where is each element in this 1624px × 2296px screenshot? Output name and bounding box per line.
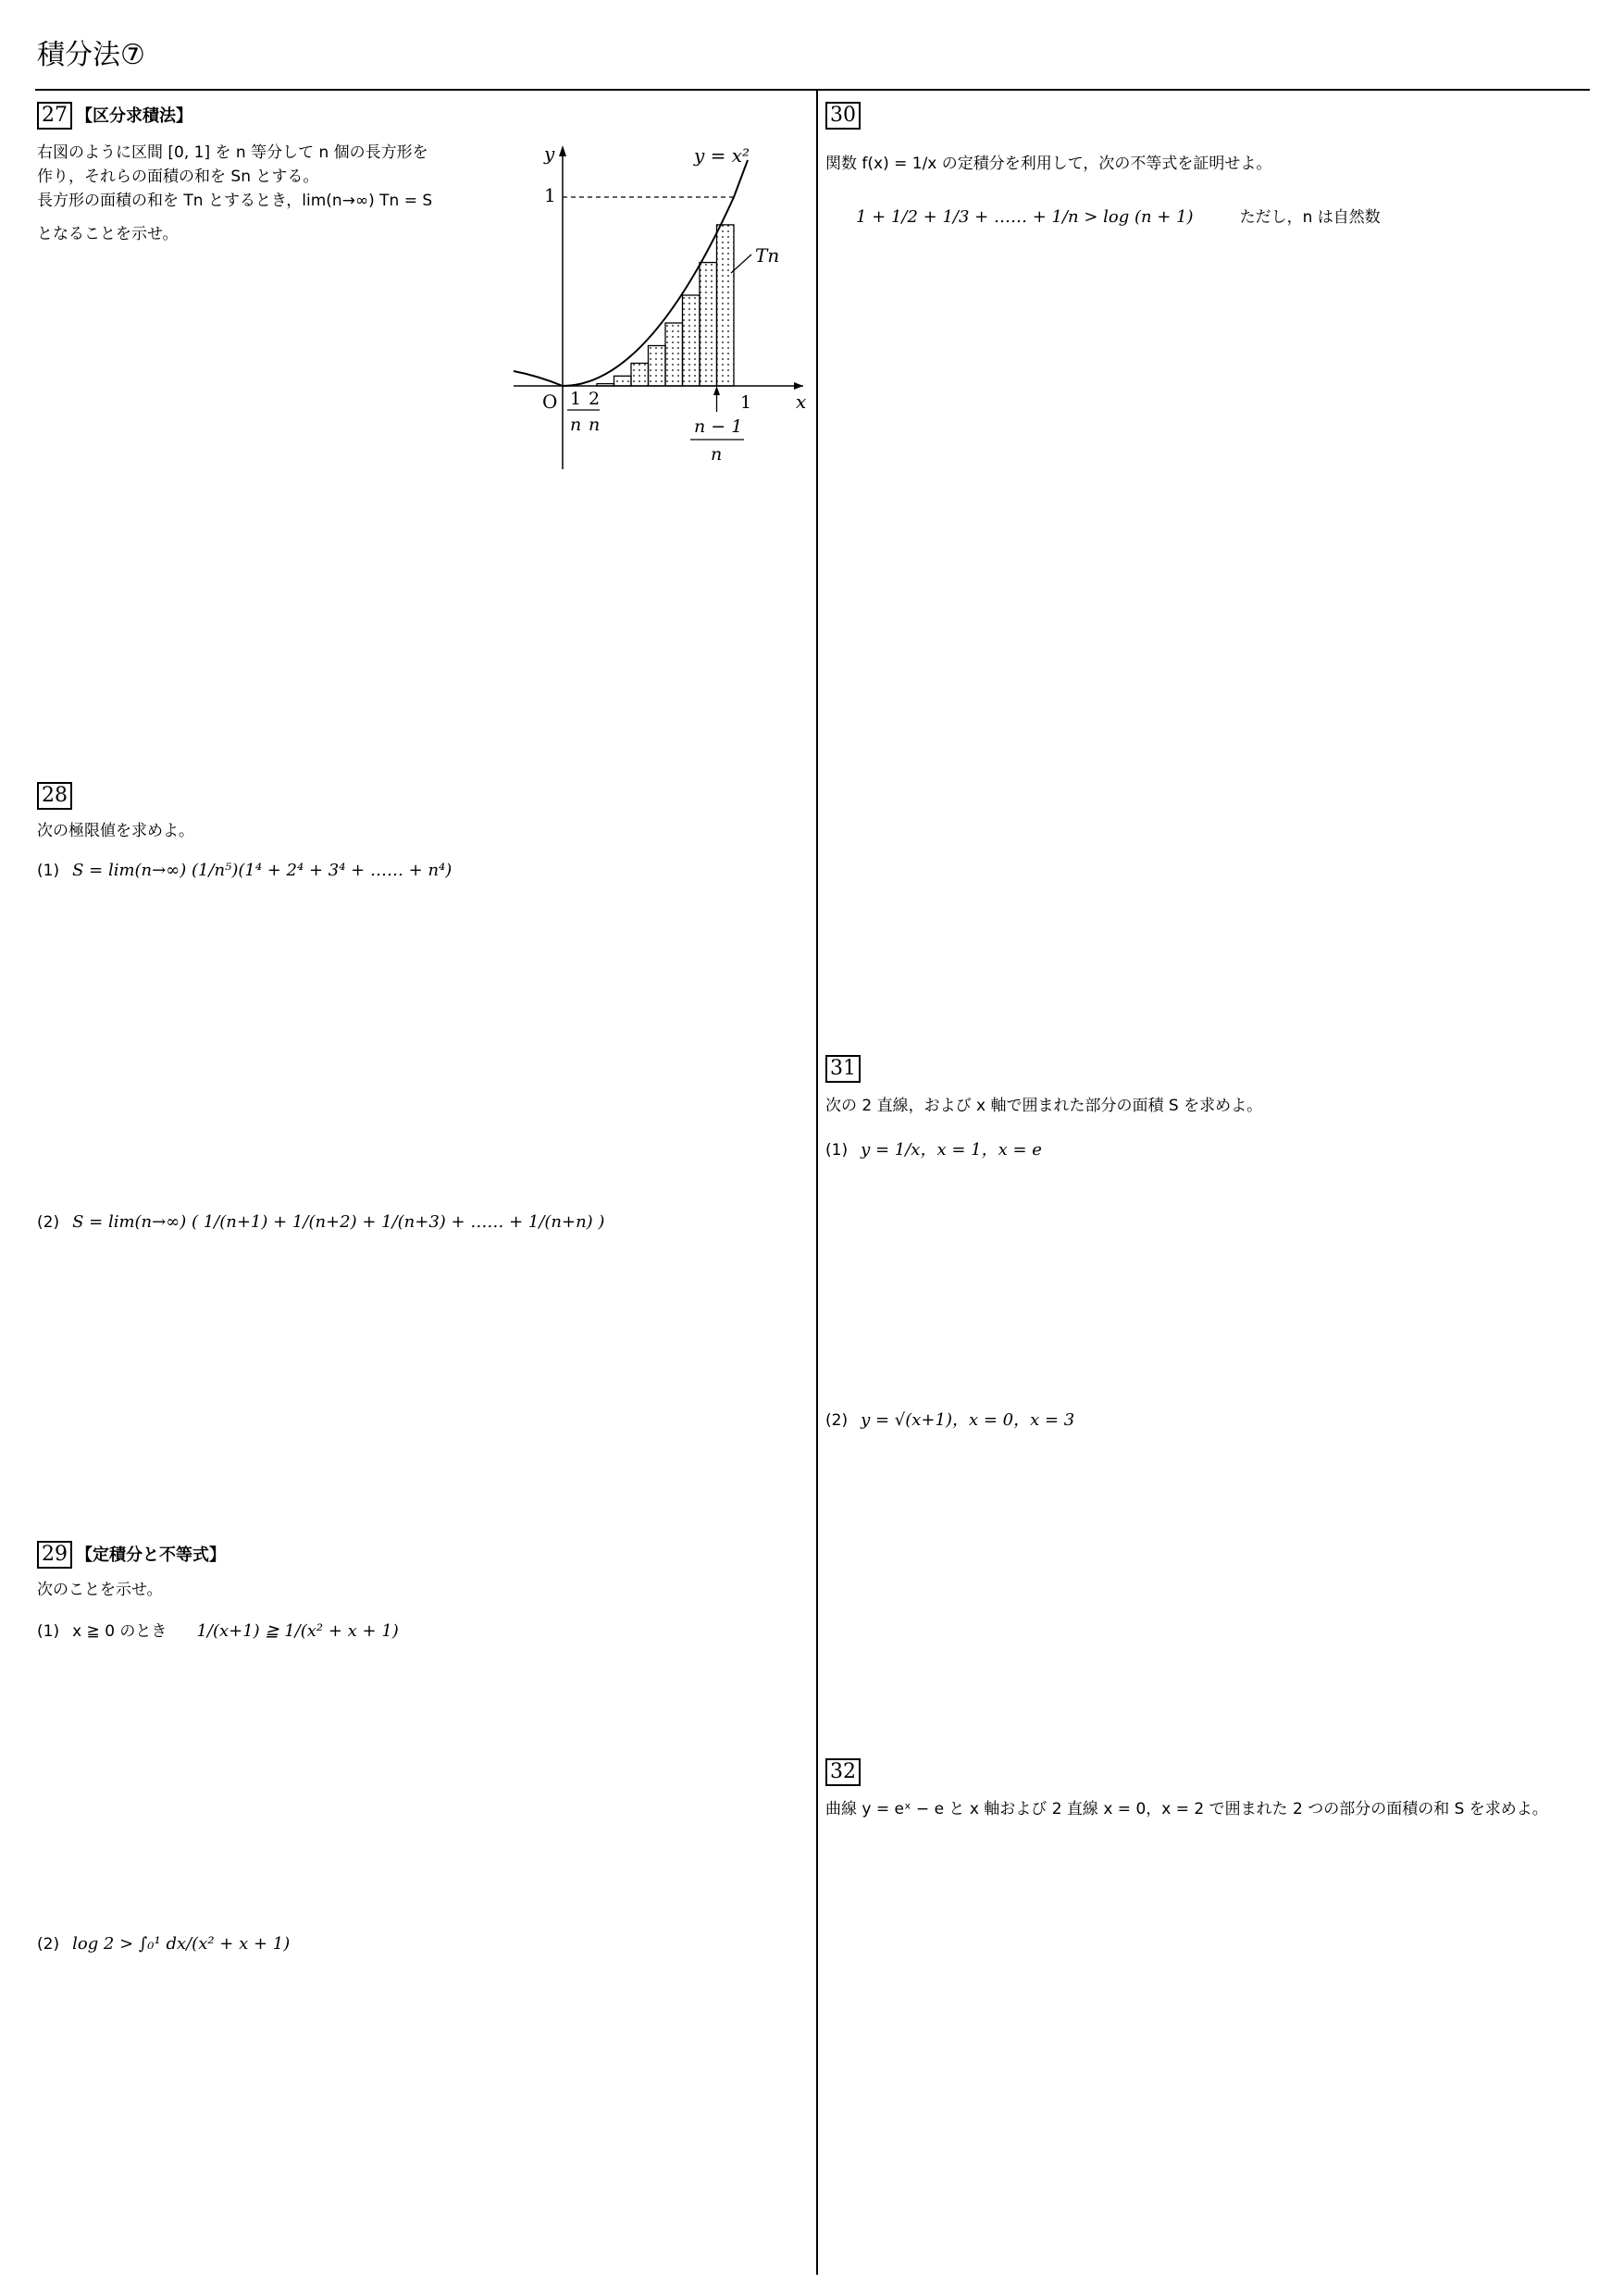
problem-text: 作り，それらの面積の和を Sn とする。 — [37, 168, 319, 186]
y-arrow-icon — [559, 145, 566, 156]
question-label: (1) — [37, 862, 60, 880]
problem-intro: 次の極限値を求めよ。 — [37, 822, 194, 840]
question-expression: 1/(x+1) ≧ 1/(x² + x + 1) — [196, 1621, 399, 1641]
problem-29-q2 — [37, 1934, 290, 1954]
column-divider — [816, 91, 818, 2275]
up-arrow-icon — [713, 386, 720, 395]
x-tick-2-den: n — [589, 415, 601, 435]
problem-31 — [825, 1055, 861, 1083]
problem-29-q1 — [37, 1618, 399, 1641]
problem-number: 28 — [37, 782, 72, 810]
curve-label: y = x² — [694, 144, 750, 167]
problem-31-q1 — [825, 1136, 1042, 1160]
problem-text: 関数 f(x) = 1/x の定積分を利用して，次の不等式を証明せよ。 — [825, 155, 1272, 173]
riemann-sum-figure — [509, 134, 814, 477]
x-tick-n1-num: n − 1 — [694, 416, 743, 437]
inequality-condition: ただし，n は自然数 — [1239, 208, 1381, 227]
question-condition: x ≧ 0 のとき — [72, 1622, 167, 1641]
problem-28 — [37, 782, 72, 810]
problem-number: 29 — [37, 1541, 72, 1569]
question-label: (2) — [825, 1411, 849, 1430]
problem-text: 右図のように区間 [0, 1] を n 等分して n 個の長方形を — [37, 143, 428, 162]
problem-number: 32 — [825, 1758, 861, 1786]
problem-number: 30 — [825, 102, 861, 130]
problem-29 — [37, 1541, 226, 1569]
problem-27-body — [37, 141, 518, 246]
x-tick-2-num: 2 — [589, 389, 601, 409]
problem-32 — [825, 1758, 861, 1786]
problem-text: 曲線 y = eˣ − e と x 軸および 2 直線 x = 0，x = 2 で囲まれた 2 つの部分の面積の和 S を求めよ。 — [825, 1800, 1548, 1818]
x-axis-label: x — [796, 391, 807, 413]
question-label: (1) — [825, 1141, 849, 1160]
question-label: (2) — [37, 1213, 60, 1232]
page-title: 積分法⑦ — [37, 39, 145, 71]
origin-label: O — [542, 391, 558, 413]
problem-number: 27 — [37, 102, 72, 130]
question-label: (2) — [37, 1935, 60, 1954]
problem-28-q2 — [37, 1212, 604, 1232]
question-expression: y = √(x+1)，x = 0，x = 3 — [861, 1410, 1075, 1430]
inequality-expression: 1 + 1/2 + 1/3 + …… + 1/n > log (n + 1) — [856, 207, 1194, 227]
problem-27 — [37, 102, 192, 130]
question-expression: S = lim(n→∞) (1/n⁵)(1⁴ + 2⁴ + 3⁴ + …… + n⁴) — [72, 861, 452, 880]
problem-31-q2 — [825, 1407, 1074, 1431]
y-axis-label: y — [544, 143, 555, 165]
problem-tag: 【定積分と不等式】 — [76, 1545, 226, 1565]
problem-number: 31 — [825, 1055, 861, 1083]
question-expression: y = 1/x，x = 1，x = e — [861, 1140, 1042, 1160]
question-expression: S = lim(n→∞) ( 1/(n+1) + 1/(n+2) + 1/(n+3) + …… + 1/(n+n) ) — [72, 1212, 605, 1232]
problem-text: 長方形の面積の和を Tn とするとき，lim(n→∞) Tn = S — [37, 192, 433, 210]
problem-30-inequality — [856, 204, 1381, 227]
question-expression: log 2 > ∫₀¹ dx/(x² + x + 1) — [72, 1934, 291, 1954]
x-tick-1-den: n — [570, 415, 582, 435]
x-tick-1-num: 1 — [570, 389, 582, 409]
rectangles — [597, 225, 734, 386]
header-rule — [35, 89, 1590, 91]
y-tick-1: 1 — [544, 184, 556, 206]
problem-text: となることを示せ。 — [37, 225, 179, 243]
x-tick-n1-den: n — [711, 444, 723, 465]
problem-intro: 次のことを示せ。 — [37, 1581, 163, 1599]
problem-28-q1 — [37, 861, 452, 880]
problem-intro: 次の 2 直線，および x 軸で囲まれた部分の面積 S を求めよ。 — [825, 1097, 1263, 1115]
x-tick-end: 1 — [740, 392, 752, 413]
problem-tag: 【区分求積法】 — [76, 106, 192, 126]
question-label: (1) — [37, 1622, 60, 1641]
problem-30 — [825, 102, 861, 130]
tn-label: Tn — [755, 244, 780, 267]
x-arrow-icon — [794, 382, 803, 390]
